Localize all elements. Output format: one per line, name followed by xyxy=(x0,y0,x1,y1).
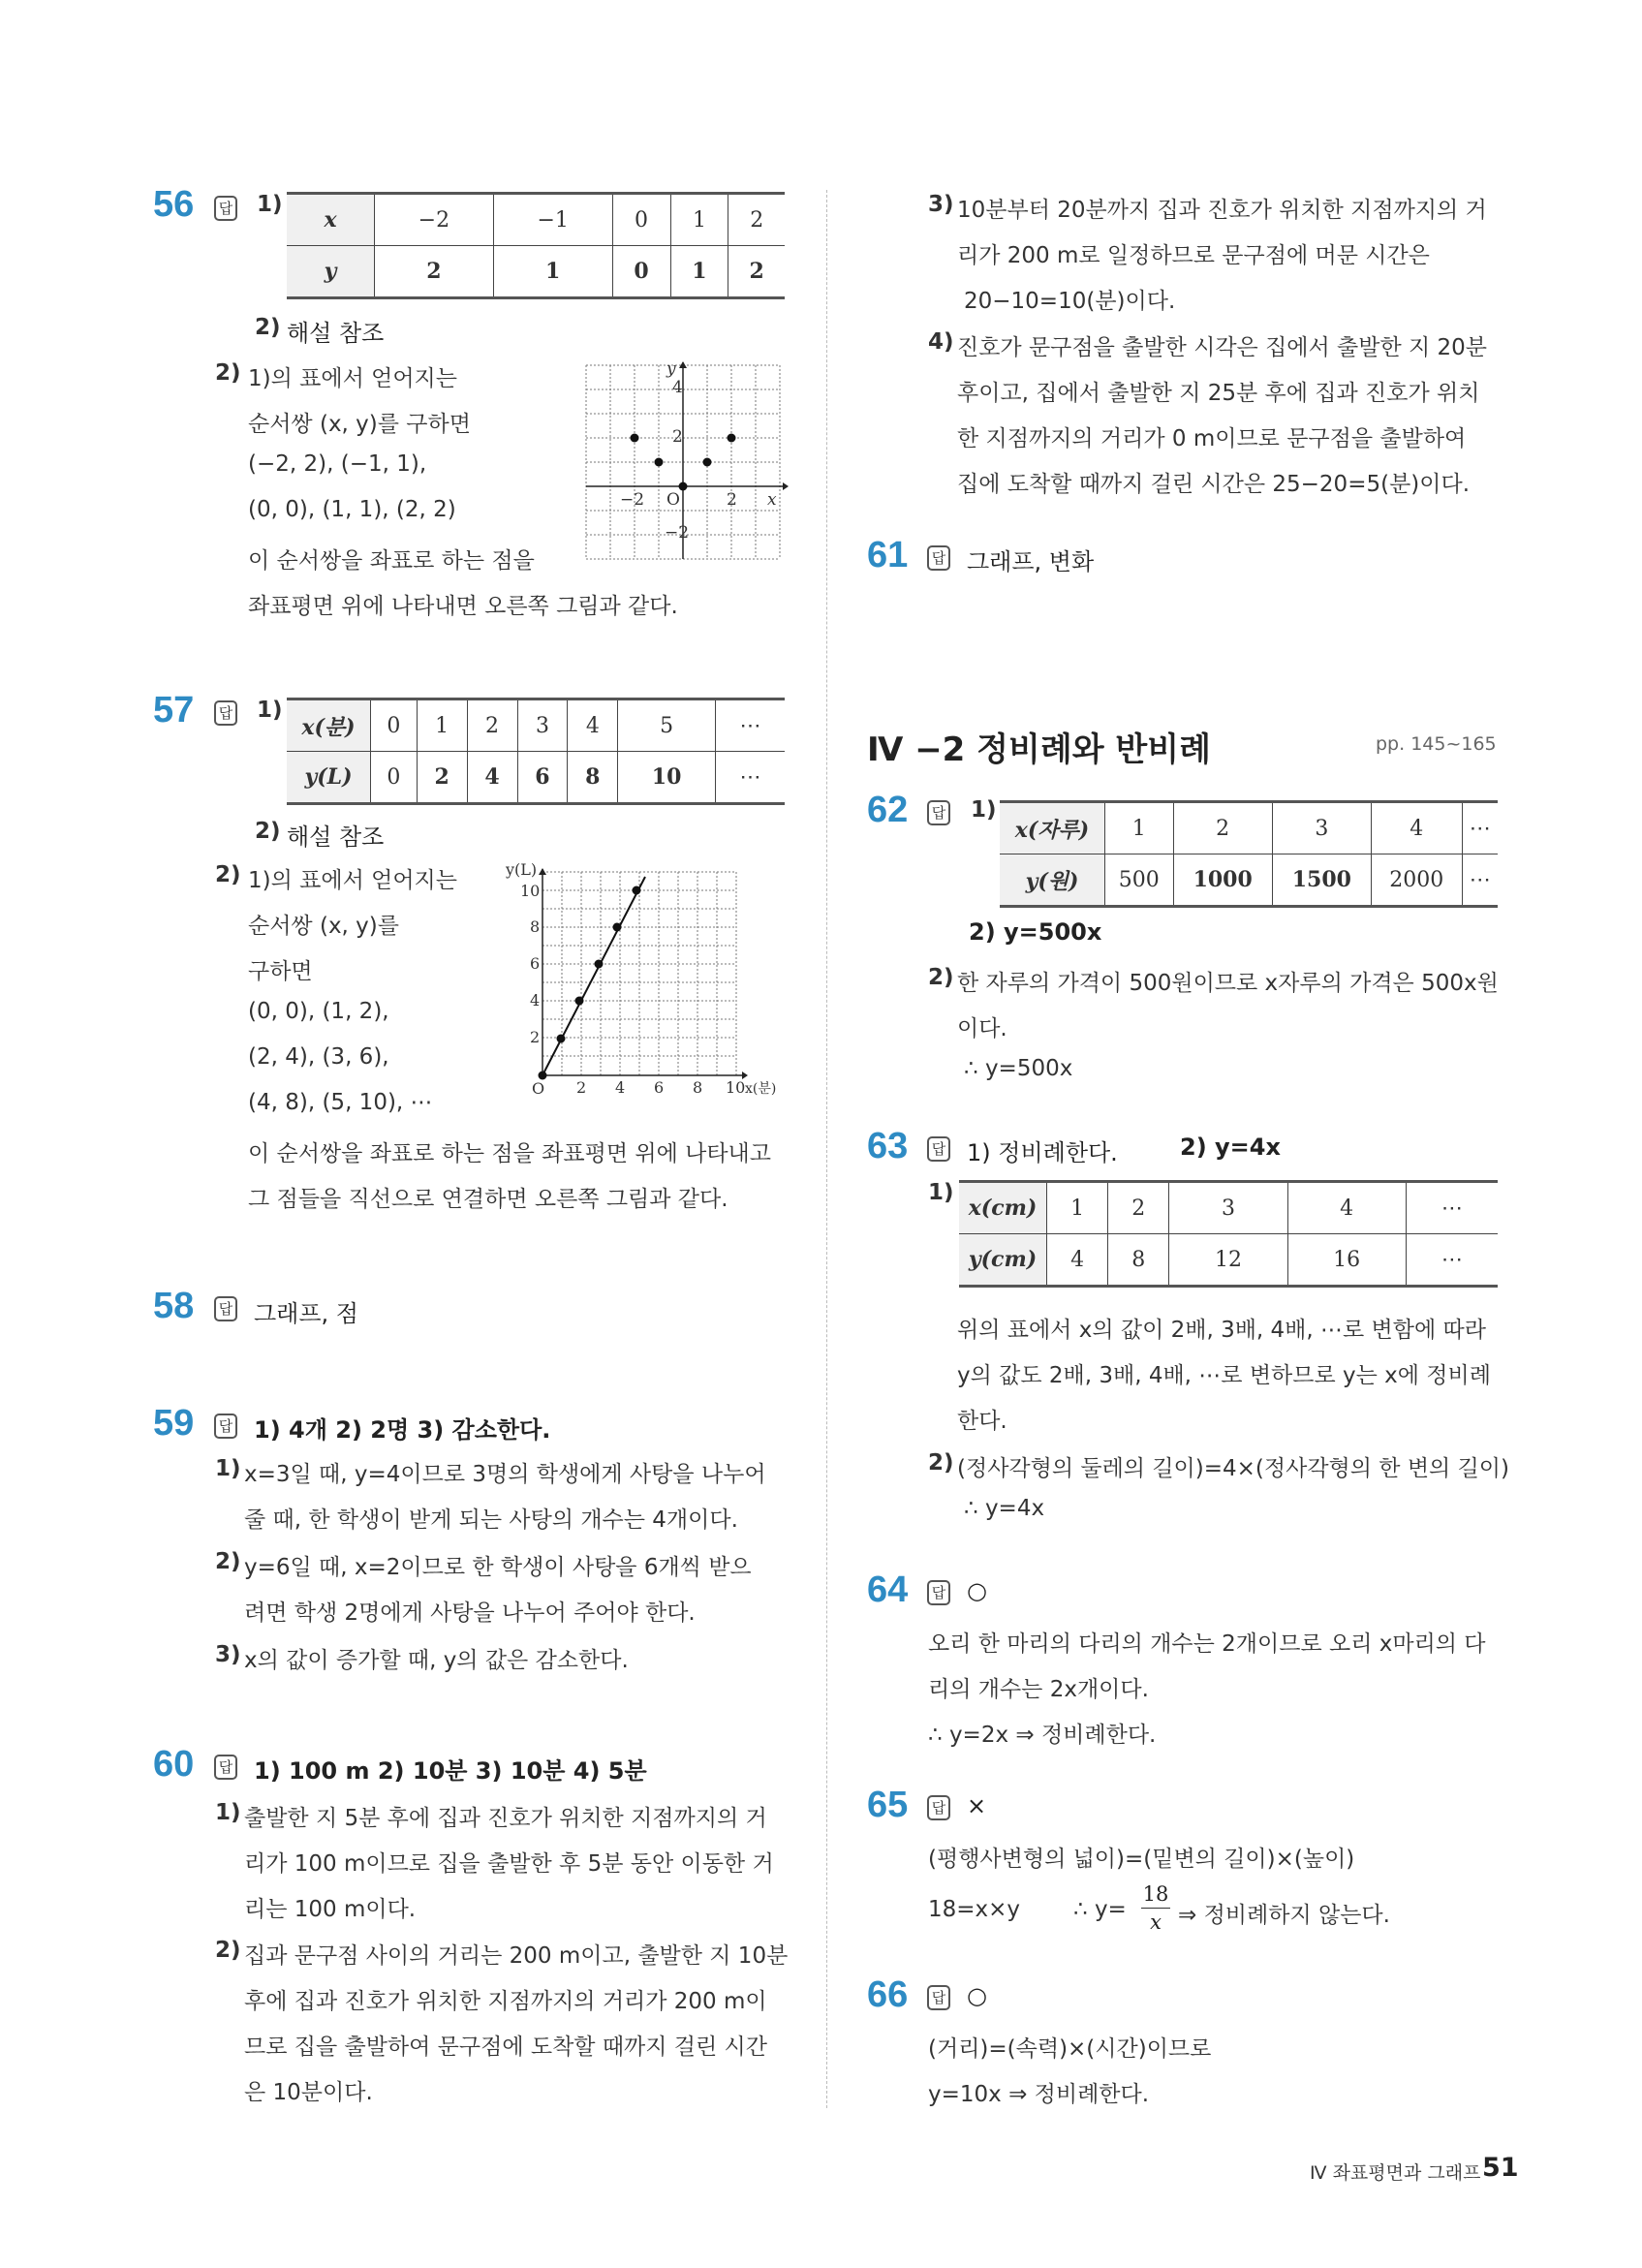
problem-number: 57 xyxy=(153,690,195,730)
explanation-label: 2) xyxy=(928,965,954,990)
section-title: Ⅳ −2 정비례와 반비례 xyxy=(867,730,1211,769)
explanation-line: ∴ y=2x ⇒ 정비례한다. xyxy=(928,1723,1157,1748)
point-neg2-2 xyxy=(631,434,639,443)
footer-chapter: Ⅳ 좌표평면과 그래프 xyxy=(1310,2162,1481,2184)
answer-table: x(분) 0 1 2 3 4 5 ⋯ y(L) 0 2 4 6 8 10 ⋯ xyxy=(287,698,785,805)
x-tick-label: 10 xyxy=(726,1078,746,1097)
explanation-line: 이다. xyxy=(957,1016,1007,1041)
answer-text: ○ xyxy=(967,1577,987,1604)
point-3-6 xyxy=(595,960,604,969)
explanation-line: y의 값도 2배, 3배, 4배, ⋯로 변하므로 y는 x에 정비례 xyxy=(957,1363,1491,1388)
graph-line xyxy=(542,877,645,1075)
explanation-line: (0, 0), (1, 2), xyxy=(248,999,389,1024)
answer-badge: 답 xyxy=(927,545,950,571)
explanation-label: 2) xyxy=(215,862,241,887)
y-tick-label: 4 xyxy=(530,991,541,1010)
answer-badge: 답 xyxy=(927,800,950,825)
explanation-line: 집에 도착할 때까지 걸린 시간은 25−20=5(분)이다. xyxy=(957,472,1471,497)
explanation-label: 2) xyxy=(215,1549,241,1574)
explanation-line: 위의 표에서 x의 값이 2배, 3배, 4배, ⋯로 변함에 따라 xyxy=(957,1318,1486,1343)
answer-badge: 답 xyxy=(927,1580,950,1605)
explanation-line: 려면 학생 2명에게 사탕을 나누어 주어야 한다. xyxy=(244,1600,696,1626)
explanation-line: 리는 100 m이다. xyxy=(244,1897,417,1922)
origin-label: O xyxy=(666,490,680,510)
answer-badge: 답 xyxy=(927,1985,950,2010)
y-tick-label: 4 xyxy=(672,378,683,397)
x-tick-label: 2 xyxy=(576,1078,587,1097)
fraction-bar xyxy=(1141,1908,1170,1909)
x-axis-label: x xyxy=(767,490,777,510)
problem-number: 59 xyxy=(153,1403,195,1444)
problem-number: 64 xyxy=(867,1569,909,1610)
explanation-line: x=3일 때, y=4이므로 3명의 학생에게 사탕을 나누어 xyxy=(244,1462,766,1487)
item-label: 2) xyxy=(255,315,281,340)
explanation-line: 18=x×y xyxy=(928,1897,1021,1922)
x-tick-label: 4 xyxy=(615,1078,626,1097)
answer-badge: 답 xyxy=(927,1795,950,1820)
explanation-line: 진호가 문구점을 출발한 시각은 집에서 출발한 지 20분 xyxy=(957,335,1488,360)
explanation-line: 오리 한 마리의 다리의 개수는 2개이므로 오리 x마리의 다 xyxy=(928,1631,1486,1657)
explanation-line: 리의 개수는 2x개이다. xyxy=(928,1677,1149,1702)
explanation-line: 후이고, 집에서 출발한 지 25분 후에 집과 진호가 위치 xyxy=(957,381,1480,406)
answer-text: 해설 참조 xyxy=(287,320,385,347)
x-tick-label: 2 xyxy=(727,490,737,510)
y-tick-label: 2 xyxy=(530,1028,541,1046)
explanation-label: 2) xyxy=(928,1450,954,1476)
answer-text: 2) y=4x xyxy=(1180,1134,1281,1161)
page-range: pp. 145~165 xyxy=(1376,733,1497,755)
explanation-line: ∴ y=500x xyxy=(964,1056,1073,1081)
explanation-line: ∴ y=4x xyxy=(964,1496,1045,1521)
explanation-line: 이 순서쌍을 좌표로 하는 점을 xyxy=(248,548,535,574)
y-tick-label: 10 xyxy=(520,882,541,900)
explanation-line: (−2, 2), (−1, 1), xyxy=(248,451,427,477)
y-axis-label: y xyxy=(666,360,676,379)
y-tick-label: 8 xyxy=(530,917,541,936)
explanation-line: 한다. xyxy=(957,1409,1007,1434)
explanation-label: 3) xyxy=(215,1642,241,1667)
explanation-line: 리가 100 m이므로 집을 출발한 후 5분 동안 이동한 거 xyxy=(244,1851,774,1877)
x-tick-label: 6 xyxy=(654,1078,665,1097)
y-tick-label: 2 xyxy=(672,427,683,447)
explanation-line: 1)의 표에서 얻어지는 xyxy=(248,366,457,391)
y-tick-label: 6 xyxy=(530,954,541,973)
explanation-line: 구하면 xyxy=(248,959,313,984)
item-label: 1) xyxy=(257,192,283,217)
origin-label: O xyxy=(532,1079,545,1098)
explanation-line: 순서쌍 (x, y)를 구하면 xyxy=(248,412,471,437)
answer-text: 해설 참조 xyxy=(287,823,385,851)
answer-badge: 답 xyxy=(214,1755,237,1780)
explanation-line: 이 순서쌍을 좌표로 하는 점을 좌표평면 위에 나타내고 xyxy=(248,1141,771,1166)
explanation-line: ⇒ 정비례하지 않는다. xyxy=(1178,1903,1390,1928)
answer-badge: 답 xyxy=(214,700,237,726)
explanation-line: 한 지점까지의 거리가 0 m이므로 문구점을 출발하여 xyxy=(957,426,1467,451)
explanation-line: (2, 4), (3, 6), xyxy=(248,1044,389,1070)
answer-table: x(cm) 1 2 3 4 ⋯ y(cm) 4 8 12 16 ⋯ xyxy=(959,1180,1498,1288)
answer-badge: 답 xyxy=(214,196,237,221)
answer-text: 2) y=500x xyxy=(969,918,1102,946)
point-4-8 xyxy=(613,923,622,932)
coordinate-plane-graph xyxy=(581,360,790,569)
problem-number: 62 xyxy=(867,790,909,830)
answer-table: x(자루) 1 2 3 4 ⋯ y(원) 500 1000 1500 2000 ⋯ xyxy=(1000,800,1498,908)
problem-number: 66 xyxy=(867,1974,909,2015)
answer-text: 1) 4개 2) 2명 3) 감소한다. xyxy=(254,1416,551,1444)
y-tick-label: −2 xyxy=(665,523,690,543)
explanation-line: 그 점들을 직선으로 연결하면 오른쪽 그림과 같다. xyxy=(248,1187,728,1212)
answer-badge: 답 xyxy=(927,1136,950,1162)
point-1-1 xyxy=(703,458,712,467)
item-label: 1) xyxy=(928,1180,954,1205)
explanation-line: 출발한 지 5분 후에 집과 진호가 위치한 지점까지의 거 xyxy=(244,1806,767,1831)
explanation-line: 좌표평면 위에 나타내면 오른쪽 그림과 같다. xyxy=(248,594,678,619)
point-0-0 xyxy=(679,482,688,491)
problem-number: 65 xyxy=(867,1785,909,1825)
item-label: 1) xyxy=(257,698,283,723)
explanation-line: 20−10=10(분)이다. xyxy=(964,289,1176,314)
explanation-line: 순서쌍 (x, y)를 xyxy=(248,914,399,939)
explanation-label: 4) xyxy=(928,329,954,355)
explanation-line: y=6일 때, x=2이므로 한 학생이 사탕을 6개씩 받으 xyxy=(244,1555,752,1580)
answer-text: 그래프, 점 xyxy=(254,1300,358,1327)
answer-text: × xyxy=(967,1792,987,1819)
line-graph xyxy=(504,857,794,1100)
answer-table: x −2 −1 0 1 2 y 2 1 0 1 2 xyxy=(287,192,785,299)
explanation-line: (4, 8), (5, 10), ⋯ xyxy=(248,1090,433,1115)
explanation-line: x의 값이 증가할 때, y의 값은 감소한다. xyxy=(244,1648,629,1673)
problem-number: 56 xyxy=(153,184,195,225)
explanation-line: 한 자루의 가격이 500원이므로 x자루의 가격은 500x원 xyxy=(957,971,1499,996)
answer-text: 그래프, 변화 xyxy=(967,548,1095,575)
explanation-line: (0, 0), (1, 1), (2, 2) xyxy=(248,497,456,522)
explanation-line: 10분부터 20분까지 집과 진호가 위치한 지점까지의 거 xyxy=(957,198,1487,223)
explanation-label: 2) xyxy=(215,1938,241,1963)
item-label: 1) xyxy=(971,797,997,823)
problem-number: 63 xyxy=(867,1126,909,1166)
explanation-line: 줄 때, 한 학생이 받게 되는 사탕의 개수는 4개이다. xyxy=(244,1507,738,1533)
answer-text: ○ xyxy=(967,1982,987,2009)
explanation-line: (평행사변형의 넓이)=(밑변의 길이)×(높이) xyxy=(928,1847,1355,1872)
x-axis-label: x(분) xyxy=(745,1081,777,1097)
explanation-line: 1)의 표에서 얻어지는 xyxy=(248,868,457,893)
y-axis-label: y(L) xyxy=(506,860,538,879)
explanation-label: 1) xyxy=(215,1456,241,1481)
explanation-line: 후에 집과 진호가 위치한 지점까지의 거리가 200 m이 xyxy=(244,1989,767,2014)
explanation-label: 1) xyxy=(215,1800,241,1825)
point-neg1-1 xyxy=(655,458,664,467)
explanation-line: (정사각형의 둘레의 길이)=4×(정사각형의 한 변의 길이) xyxy=(957,1456,1509,1481)
point-2-4 xyxy=(575,997,584,1006)
explanation-label: 3) xyxy=(928,192,954,217)
answer-text: 1) 정비례한다. xyxy=(967,1139,1118,1166)
problem-number: 60 xyxy=(153,1744,195,1785)
x-tick-label: 8 xyxy=(693,1078,703,1097)
point-5-10 xyxy=(633,886,641,895)
explanation-line: ∴ y= xyxy=(1073,1897,1127,1922)
answer-badge: 답 xyxy=(214,1414,237,1439)
explanation-line: y=10x ⇒ 정비례한다. xyxy=(928,2082,1150,2107)
explanation-line: 은 10분이다. xyxy=(244,2080,373,2105)
point-1-2 xyxy=(557,1035,566,1043)
problem-number: 58 xyxy=(153,1286,195,1326)
answer-text: 1) 100 m 2) 10분 3) 10분 4) 5분 xyxy=(254,1757,647,1785)
column-divider xyxy=(826,190,827,2108)
explanation-label: 2) xyxy=(215,360,241,386)
explanation-line: 리가 200 m로 일정하므로 문구점에 머문 시간은 xyxy=(957,243,1430,268)
point-2-2 xyxy=(728,434,736,443)
explanation-line: (거리)=(속력)×(시간)이므로 xyxy=(928,2036,1212,2062)
problem-number: 61 xyxy=(867,535,909,575)
explanation-line: 므로 집을 출발하여 문구점에 도착할 때까지 걸린 시간 xyxy=(244,2035,767,2060)
fraction-denominator: x xyxy=(1150,1911,1162,1934)
item-label: 2) xyxy=(255,819,281,844)
answer-badge: 답 xyxy=(214,1296,237,1321)
explanation-line: 집과 문구점 사이의 거리는 200 m이고, 출발한 지 10분 xyxy=(244,1943,789,1969)
x-tick-label: −2 xyxy=(620,490,645,510)
page-number: 51 xyxy=(1482,2153,1519,2183)
fraction-numerator: 18 xyxy=(1142,1882,1169,1906)
